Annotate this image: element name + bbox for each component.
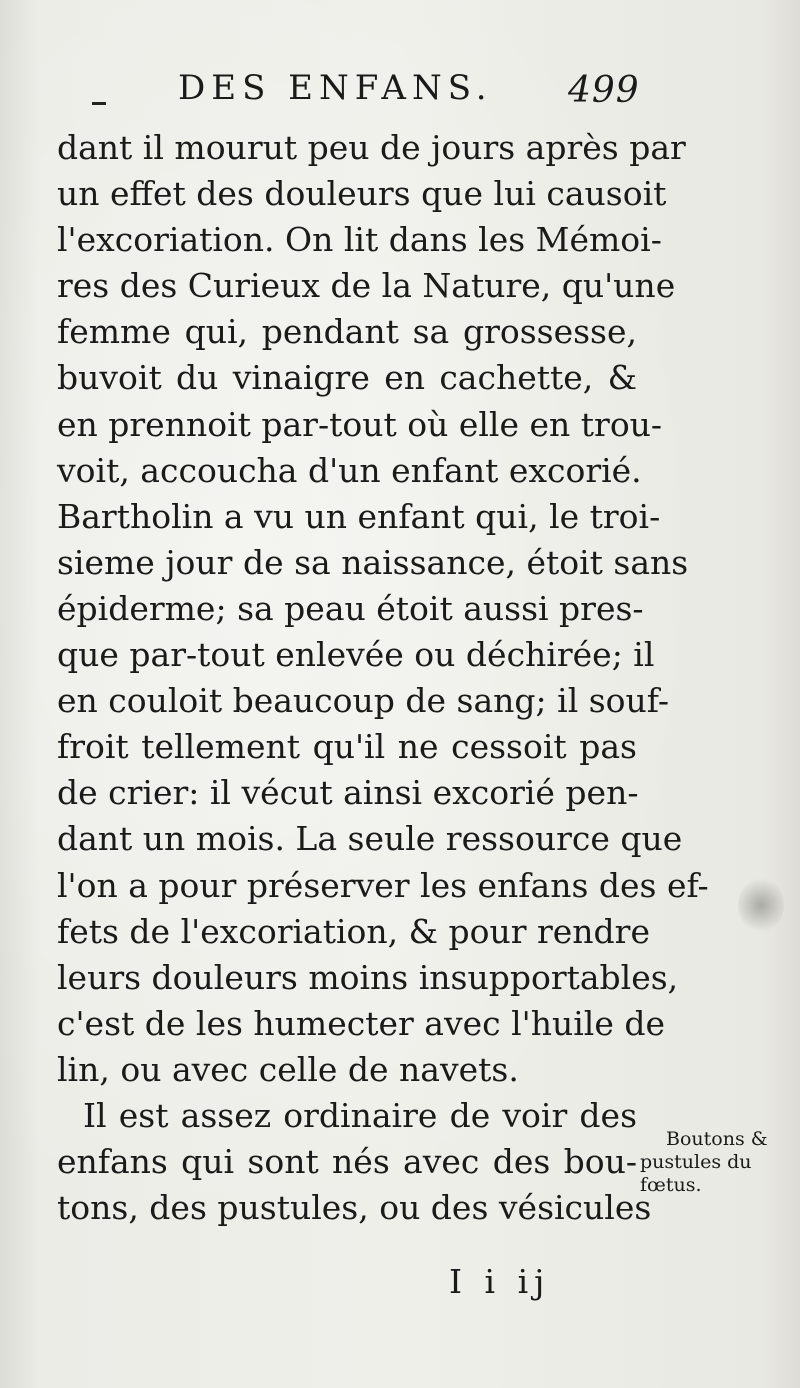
text-line: épiderme; sa peau étoit aussi pres- [57, 588, 644, 628]
text-line: voit, accoucha d'un enfant excorié. [57, 450, 642, 490]
header-dash [92, 102, 106, 105]
text-line: en prennoit par-tout où elle en trou- [57, 404, 663, 444]
text-line: Bartholin a vu un enfant qui, le troi- [57, 496, 661, 536]
text-line: c'est de les humecter avec l'huile de [57, 1003, 666, 1043]
text-line: enfans qui sont nés avec des bou- [57, 1142, 637, 1182]
text-line: dant un mois. La seule ressource que [57, 819, 683, 859]
text-line: dant il mourut peu de jours après par [57, 128, 686, 167]
text-line: en couloit beaucoup de sang; il souf- [57, 681, 669, 721]
text-line: femme qui, pendant sa grossesse, [57, 312, 637, 352]
text-line: Il est assez ordinaire de voir des [83, 1095, 637, 1135]
text-line: froit tellement qu'il ne cessoit pas [57, 727, 637, 767]
text-line: de crier: il vécut ainsi excorié pen- [57, 773, 639, 813]
text-line: que par-tout enlevée ou déchirée; il [57, 635, 655, 675]
text-line: fets de l'excoriation, & pour rendre [57, 911, 650, 951]
running-title: DES ENFANS. [178, 68, 493, 108]
text-line: res des Curieux de la Nature, qu'une [57, 266, 676, 306]
marginal-note-line: fœtus. [640, 1174, 702, 1196]
text-line: leurs douleurs moins insupportables, [57, 957, 679, 997]
text-line: lin, ou avec celle de navets. [57, 1049, 519, 1089]
paper-stain [738, 878, 784, 932]
marginal-note [640, 1128, 790, 1197]
text-line: tons, des pustules, ou des vésicules [57, 1188, 652, 1228]
marginal-note-line: pustules du [640, 1151, 752, 1173]
text-line: sieme jour de sa naissance, étoit sans [57, 542, 689, 582]
marginal-note-line: Boutons & [666, 1128, 768, 1150]
page-number: 499 [568, 70, 640, 111]
text-line: buvoit du vinaigre en cachette, & [57, 358, 637, 398]
text-line: l'excoriation. On lit dans les Mémoi- [57, 220, 662, 260]
text-line: l'on a pour préserver les enfans des ef- [57, 865, 709, 905]
signature-mark: I i ij [449, 1262, 551, 1301]
text-line: un effet des douleurs que lui causoit [57, 174, 667, 214]
